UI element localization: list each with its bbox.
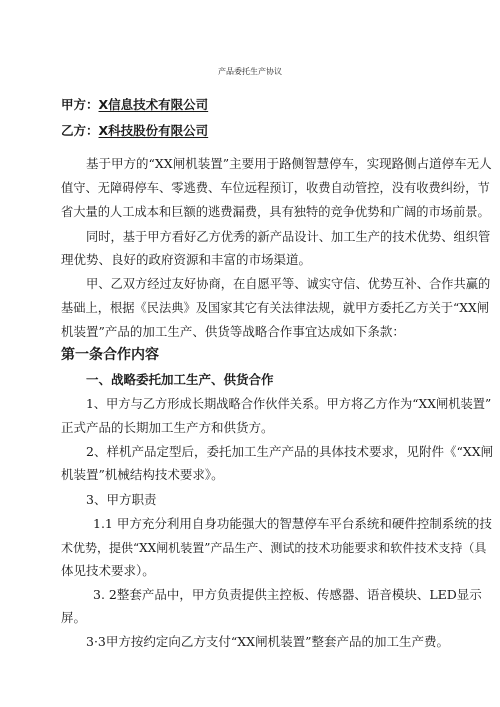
- text-line: 3、甲方职责: [86, 492, 157, 507]
- text-line: 体见技术要求）。: [61, 563, 155, 578]
- text-line: 术优势，提供“XX闸机装置”产品生产、测试的技术功能要求和软件技术支持（具: [61, 541, 487, 555]
- party-a-name: X信息技术有限公司: [98, 97, 209, 112]
- text-line: 屏。: [61, 610, 87, 625]
- text-line: 甲、乙双方经过友好协商，在自愿平等、诚实守信、优势互补、合作共赢的: [86, 277, 491, 291]
- text-line: 机装置”产品的加工生产、供货等战略合作事宜达成如下条款：: [61, 324, 405, 339]
- text-line: 3. 2整套产品中，甲方负责提供主控板、传感器、语音模块、LED显示: [93, 587, 482, 602]
- text-line: 1、甲方与乙方形成长期战略合作伙伴关系。甲方将乙方作为“XX闸机装置”: [86, 397, 492, 411]
- party-b: [61, 123, 208, 139]
- text-line: 理优势、良好的政府资源和丰富的市场渠道。: [61, 252, 312, 267]
- text-line: 3·3甲方按约定向乙方支付“XX闸机装置”整套产品的加工生产费。: [86, 634, 449, 649]
- text-line: 正式产品的长期加工生产方和供货方。: [61, 420, 274, 435]
- text-line: 机装置”机械结构技术要求》。: [61, 467, 224, 482]
- text-line: 2、样机产品定型后，委托加工生产产品的具体技术要求，见附件《“XX闸: [86, 444, 494, 459]
- text-line: 基础上，根据《民法典》及国家其它有关法律法规，就甲方委托乙方关于“XX闸: [61, 301, 489, 315]
- party-b-label: 乙方：: [61, 123, 99, 138]
- text-line: 同时，基于甲方看好乙方优秀的新产品设计、加工生产的技术优势、组织管: [86, 230, 491, 244]
- section-heading: 第一条合作内容: [61, 347, 159, 363]
- subsection-heading: 一、战略委托加工生产、供货合作: [86, 372, 274, 387]
- text-line: 基于甲方的“XX闸机装置”主要用于路侧智慧停车，实现路侧占道停车无人: [86, 156, 492, 171]
- text-line: 1.1 甲方充分利用自身功能强大的智慧停车平台系统和硬件控制系统的技: [93, 516, 492, 531]
- text-line: 省大量的人工成本和巨额的逃费漏费，具有独特的竞争优势和广阔的市场前景。: [61, 205, 490, 219]
- party-a-label: 甲方：: [61, 97, 99, 112]
- party-b-name: X科技股份有限公司: [98, 123, 209, 138]
- text-line: 值守、无障碍停车、零逃费、车位远程预订，收费自动管控，没有收费纠纷，节: [61, 181, 490, 195]
- document-title: 产品委托生产协议: [218, 67, 282, 76]
- party-a: [61, 97, 208, 113]
